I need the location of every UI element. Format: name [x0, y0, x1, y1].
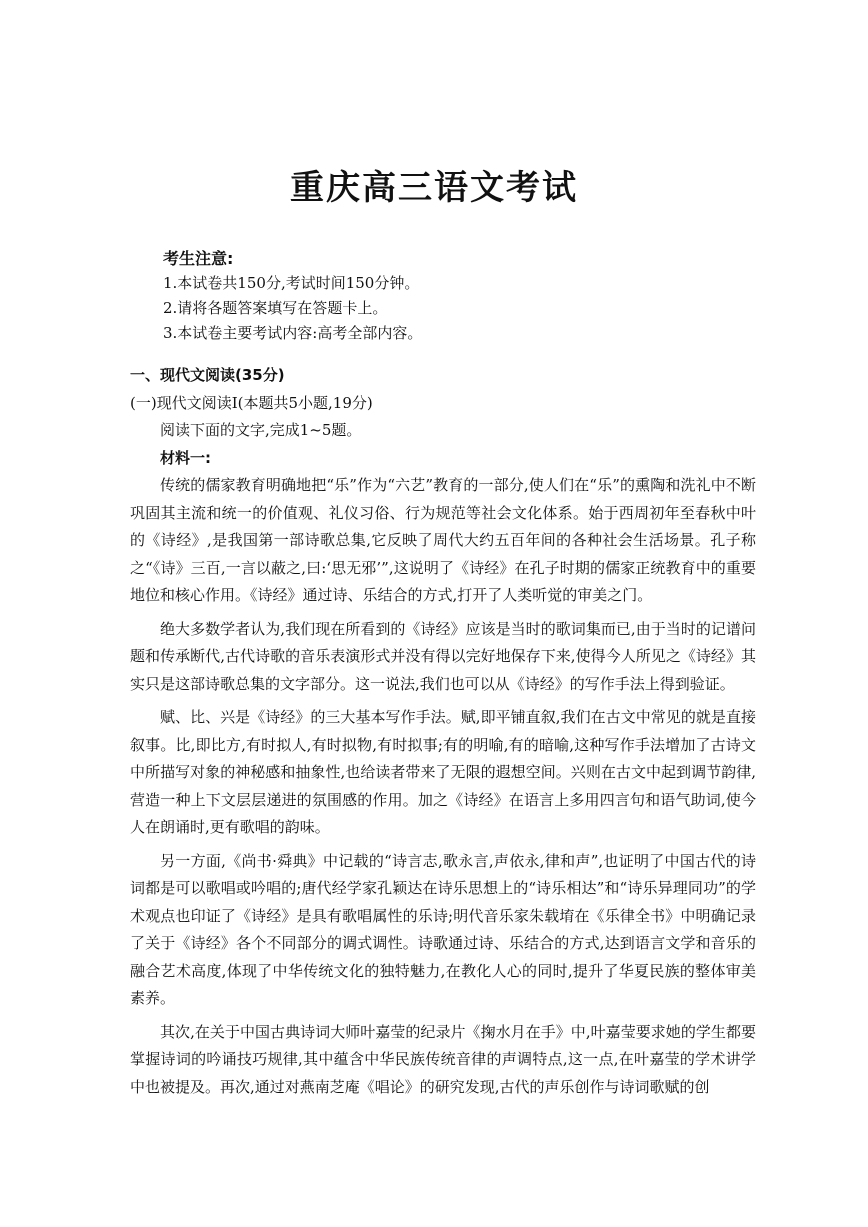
notice-heading: 考生注意: — [163, 249, 234, 268]
paragraph: 其次,在关于中国古典诗词大师叶嘉莹的纪录片《掬水月在手》中,叶嘉莹要求她的学生都要掌握诗词的吟诵技巧规律,其中蕴含中华民族传统音律的声调特点,这一点,在叶嘉莹的学术讲学中也被提及。再次,通过对燕南芝庵《唱论》的研究发现,古代的声乐创作与诗词歌赋的创 — [130, 1022, 756, 1096]
instruction-text: 阅读下面的文字,完成1~5题。 — [160, 421, 362, 439]
paragraph: 另一方面,《尚书·舜典》中记载的“诗言志,歌永言,声依永,律和声”,也证明了中国古代的诗词都是可以歌唱或吟唱的;唐代经学家孔颖达在诗乐思想上的“诗乐相达”和“诗乐异理同功”的学术观点也印证了《诗经》是具有歌唱属性的乐诗;明代音乐家朱载堉在《乐律全书》中明确记录了关于《诗经》各个不同部分的调式调性。诗歌通过诗、乐结合的方式,达到语言文学和音乐的融合艺术高度,体现了中华传统文化的独特魅力,在教化人心的同时,提升了华夏民族的整体审美素养。 — [130, 851, 756, 1007]
page-title: 重庆高三语文考试 — [290, 168, 578, 208]
reading-section — [130, 362, 756, 1107]
candidate-notice — [163, 246, 763, 346]
paragraph: 赋、比、兴是《诗经》的三大基本写作手法。赋,即平铺直叙,我们在古文中常见的就是直接叙事。比,即比方,有时拟人,有时拟物,有时拟事;有的明喻,有的暗喻,这种写作手法增加了古诗文中所描写对象的神秘感和抽象性,也给读者带来了无限的遐想空间。兴则在古文中起到调节韵律,营造一种上下文层层递进的氛围感的作用。加之《诗经》在语言上多用四言句和语气助词,使今人在朗诵时,更有歌唱的韵味。 — [130, 708, 756, 836]
subsection-heading: (一)现代文阅读Ⅰ(本题共5小题,19分) — [130, 393, 373, 412]
section-heading: 一、现代文阅读(35分) — [130, 366, 285, 384]
notice-item-2: 2.请将各题答案填写在答题卡上。 — [163, 299, 388, 317]
material-label: 材料一: — [160, 448, 211, 467]
paragraph: 传统的儒家教育明确地把“乐”作为“六艺”教育的一部分,使人们在“乐”的熏陶和洗礼中不断巩固其主流和统一的价值观、礼仪习俗、行为规范等社会文化体系。始于西周初年至春秋中叶的《诗经》,是我国第一部诗歌总集,它反映了周代大约五百年间的各种社会生活场景。孔子称之“《诗》三百,一言以蔽之,曰:‘思无邪’”,这说明了《诗经》在孔子时期的儒家正统教育中的重要地位和核心作用。《诗经》通过诗、乐结合的方式,打开了人类听觉的审美之门。 — [130, 476, 756, 604]
notice-item-3: 3.本试卷主要考试内容:高考全部内容。 — [163, 324, 423, 342]
paragraph: 绝大多数学者认为,我们现在所看到的《诗经》应该是当时的歌词集而已,由于当时的记谱问题和传承断代,古代诗歌的音乐表演形式并没有得以完好地保存下来,使得今人所见之《诗经》其实只是这部诗歌总集的文字部分。这一说法,我们也可以从《诗经》的写作手法上得到验证。 — [130, 619, 756, 693]
notice-item-1: 1.本试卷共150分,考试时间150分钟。 — [163, 274, 420, 292]
